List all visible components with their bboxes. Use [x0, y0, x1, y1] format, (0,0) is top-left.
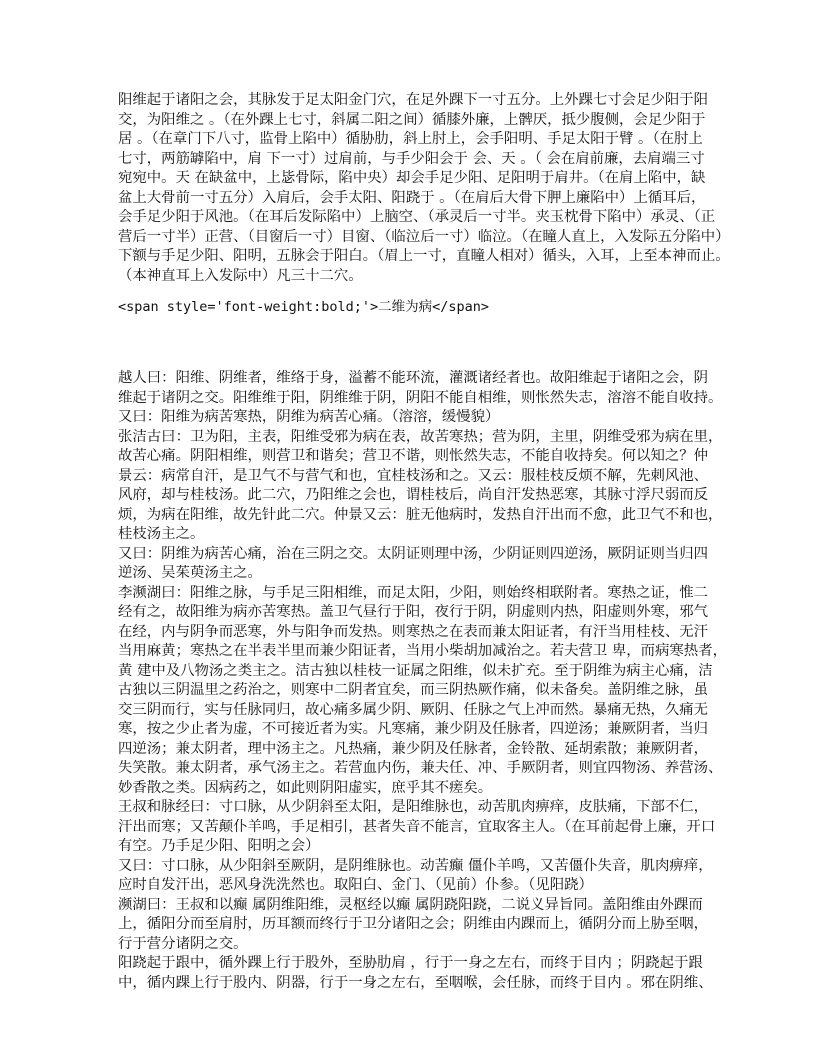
text-line: 宛宛中。天 在缺盆中，上毖骨际，陷中央）却会手足少阳、足阳明于肩井。（在肩上陷中，缺	[118, 170, 706, 186]
text-line: 上，循阳分而至肩肘，历耳额而终行于卫分诸阳之会；阴维由内踝而上，循阴分而上胁至咽，	[118, 916, 709, 932]
text-line: 古独以三阴温里之药治之，则寒中二阴者宜矣，而三阴热厥作痛，似未备矣。盖阴维之脉，虽	[118, 682, 709, 698]
text-line: 又曰：阳维为病苦寒热，阴维为病苦心痛。（溶溶，缓慢貌）	[118, 409, 500, 425]
text-line: 有空。乃手足少阳、阳明之会）	[118, 838, 320, 854]
text-line: 桂枝汤主之。	[118, 526, 205, 542]
text-line: 越人曰：阳维、阴维者，维络于身，溢蓄不能环流，灌溉诸经者也。故阳维起于诸阳之会，阴	[118, 370, 709, 386]
text-line: 交三阴而行，实与任脉同归，故心痛多属少阴、厥阴、任脉之气上冲而然。暴痛无热，久痛无	[118, 701, 709, 718]
text-line: 李濒湖曰：阳维之脉，与手足三阳相维，而足太阳，少阳，则始终相联附者。寒热之证，惟二	[118, 584, 709, 601]
text-line: 盆上大骨前一寸五分）入肩后，会手太阳、阳跷于 。（在肩后大骨下胛上廉陷中）上循耳后，	[118, 189, 706, 206]
text-line: 张洁古曰：卫为阳，主表，阳维受邪为病在表，故苦寒热；营为阴，主里，阴维受邪为病在里，	[118, 428, 723, 445]
text-line: 阳维起于诸阳之会，其脉发于足太阳金门穴，在足外踝下一寸五分。上外踝七寸会足少阳于阳	[118, 92, 709, 108]
text-line: 烦，为病在阳维，故先针此二穴。仲景又云：脏无他病时，发热自汗出而不愈，此卫气不和也，	[118, 506, 723, 523]
text-line: 妙香散之类。因病药之，如此则阴阳虚实，庶乎其不瘥矣。	[118, 779, 493, 796]
section-acupoint-pathway	[118, 91, 730, 286]
text-line: 营后一寸半）正营、（目窗后一寸）目窗、（临泣后一寸）临泣。（在瞳人直上，入发际五分陷中）	[118, 228, 730, 245]
text-line: 逆汤、吴茱萸汤主之。	[118, 565, 262, 581]
text-line: 行于营分诸阴之交。	[118, 935, 248, 952]
text-line: 维起于诸阴之交。阳维维于阳，阴维维于阴，阴阳不能自相维，则怅然失志，溶溶不能自收持。	[118, 389, 723, 406]
text-line: 又曰：阴维为病苦心痛，治在三阴之交。太阴证则理中汤，少阴证则四逆汤，厥阴证则当归四	[118, 545, 709, 562]
text-line: （本神直耳上入发际中）凡三十二穴。	[118, 267, 363, 284]
text-line: 经有之，故阳维为病亦苦寒热。盖卫气昼行于阳，夜行于阴，阴虚则内热，阳虚则外寒，邪气	[118, 604, 709, 620]
text-line: 在经，内与阴争而恶寒，外与阳争而发热。则寒热之在表而兼太阳证者，有汗当用桂枝、无汗	[118, 623, 709, 640]
text-line: 七寸，两筋罅陷中，肩 下一寸）过肩前，与手少阳会于 会、天 。（ 会在肩前廉，去肩端三寸	[118, 150, 705, 167]
text-line: 景云：病常自汗，是卫气不与营气和也，宜桂枝汤和之。又云：服桂枝反烦不解，先刺风池、	[118, 467, 709, 484]
text-line: 四逆汤；兼太阴者，理中汤主之。凡热痛，兼少阴及任脉者，金铃散、延胡索散；兼厥阴者，	[118, 740, 709, 757]
text-line: 交，为阳维之 。（在外踝上七寸，斜属二阳之间）循膝外廉，上髀厌，抵少腹侧，会足少阳于	[118, 111, 706, 128]
section-two-wei-diseases	[118, 369, 727, 993]
text-line: 失笑散。兼太阴者，承气汤主之。若营血内伤，兼夫任、冲、手厥阴者，则宜四物汤、养营汤、	[118, 760, 723, 776]
text-line: 居 。（在章门下八寸，监骨上陷中）循胁肋，斜上肘上，会手阳明、手足太阳于臂 。（在肘上	[118, 131, 703, 147]
text-line: 故苦心痛。阴阳相维，则营卫和谐矣；营卫不谐，则怅然失志，不能自收持矣。何以知之？仲	[118, 448, 709, 464]
text-line: 应时自发汗出，恶风身洗洗然也。取阳白、金门、（见前）仆参。（见阳跷）	[118, 877, 593, 893]
text-line: 中，循内踝上行于股内、阴器，行于一身之左右，至咽喉，会任脉，而终于目内 。邪在阴维、	[118, 974, 713, 991]
section-heading: <span style='font-weight:bold;'>二维为病</span>	[118, 299, 489, 315]
text-line: 黄 建中及八物汤之类主之。洁古独以桂枝一证属之阳维，似未扩充。至于阴维为病主心痛，洁	[118, 662, 713, 679]
text-line: 当用麻黄；寒热之在半表半里而兼少阳证者，当用小柴胡加减治之。若夫营卫 卑，而病寒热者，	[118, 643, 727, 659]
text-line: 汗出而寒；又苦颠仆羊鸣，手足相引，甚者失音不能言，宜取客主人。（在耳前起骨上廉，开口	[118, 818, 716, 835]
text-line: 又曰：寸口脉，从少阳斜至厥阴，是阴维脉也。动苦癫 僵仆羊鸣，又苦僵仆失音，肌肉痹痒，	[118, 857, 713, 874]
text-line: 风府，却与桂枝汤。此二穴，乃阳维之会也，谓桂枝后，尚自汗发热恶寒，其脉寸浮尺弱而反	[118, 487, 709, 503]
text-line: 会手足少阳于风池。（在耳后发际陷中）上脑空、（承灵后一寸半。夹玉枕骨下陷中）承灵、（正	[118, 209, 716, 225]
text-line: 寒，按之少止者为虚，不可接近者为实。凡寒痛，兼少阴及任脉者，四逆汤；兼厥阴者，当归	[118, 721, 709, 737]
text-line: 濒湖曰：王叔和以癫 属阴维阳维，灵枢经以癫 属阴跷阳跷，二说义异旨同。盖阳维由外踝而	[118, 896, 703, 913]
text-line: 王叔和脉经曰：寸口脉，从少阴斜至太阳，是阳维脉也，动苦肌肉痹痒，皮肤痛，下部不仁，	[118, 799, 709, 815]
text-line: 阳跷起于跟中，循外踝上行于股外，至胁肋肩 ，行于一身之左右，而终于目内 ；阴跷起于跟	[118, 955, 703, 971]
text-line: 下额与手足少阳、阳明，五脉会于阳白。（眉上一寸，直瞳人相对）循头，入耳，上至本神而止。	[118, 248, 730, 264]
